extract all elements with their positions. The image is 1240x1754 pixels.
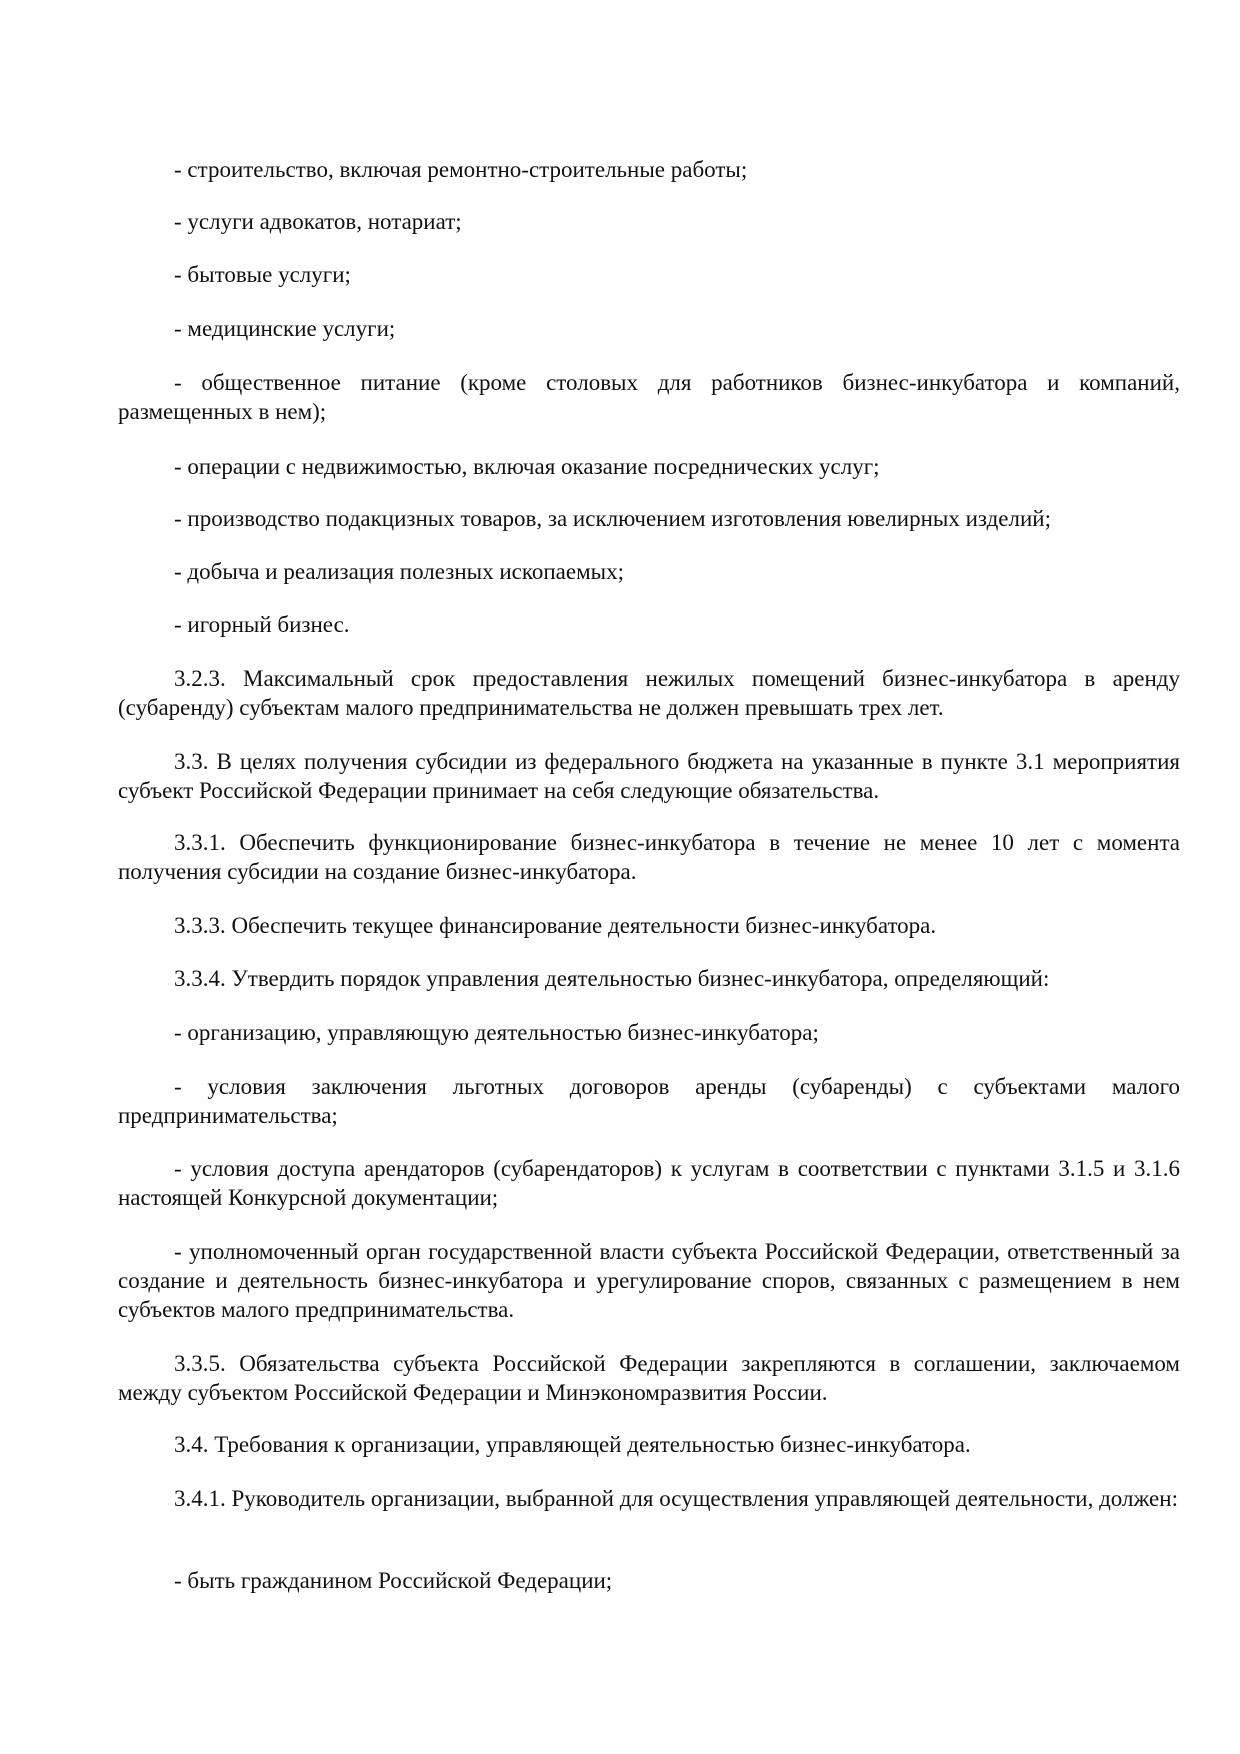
list-item: - общественное питание (кроме столовых для работников бизнес-инкубатора и компаний, размещенных в нем);: [118, 370, 1180, 424]
paragraph-3-3-4: 3.3.4. Утвердить порядок управления деятельностью бизнес-инкубатора, определяющий:: [174, 966, 1050, 991]
list-item: - добыча и реализация полезных ископаемых;: [174, 559, 624, 584]
paragraph-3-3-3: 3.3.3. Обеспечить текущее финансирование деятельности бизнес-инкубатора.: [174, 913, 937, 938]
list-item: - уполномоченный орган государственной власти субъекта Российской Федерации, ответственный за создание и деятельность бизнес-инкубатора и урегулирование споров, связанных с размещением в нем субъектов малого предпринимательства.: [118, 1239, 1180, 1322]
list-item: - бытовые услуги;: [174, 262, 351, 287]
list-item: - игорный бизнес.: [174, 612, 350, 637]
list-item: - операции с недвижимостью, включая оказание посреднических услуг;: [174, 454, 880, 479]
list-item: - медицинские услуги;: [174, 316, 396, 341]
paragraph-3-3: 3.3. В целях получения субсидии из федерального бюджета на указанные в пункте 3.1 мероприятия субъект Российской Федерации принимает на себя следующие обязательства.: [118, 749, 1180, 803]
paragraph-3-4: 3.4. Требования к организации, управляющей деятельностью бизнес-инкубатора.: [174, 1432, 971, 1457]
paragraph-3-2-3: 3.2.3. Максимальный срок предоставления нежилых помещений бизнес-инкубатора в аренду (субаренду) субъектам малого предпринимательства не должен превышать трех лет.: [118, 666, 1180, 720]
list-item: - организацию, управляющую деятельностью бизнес-инкубатора;: [174, 1020, 819, 1045]
paragraph-3-3-5: 3.3.5. Обязательства субъекта Российской Федерации закрепляются в соглашении, заключаемом между субъектом Российской Федерации и Минэкономразвития России.: [118, 1351, 1180, 1405]
paragraph-3-3-1: 3.3.1. Обеспечить функционирование бизнес-инкубатора в течение не менее 10 лет с момента получения субсидии на создание бизнес-инкубатора.: [118, 830, 1180, 884]
list-item: - строительство, включая ремонтно-строительные работы;: [174, 157, 748, 182]
list-item: - услуги адвокатов, нотариат;: [174, 209, 462, 234]
list-item: - условия заключения льготных договоров аренды (субаренды) с субъектами малого предпринимательства;: [118, 1074, 1180, 1128]
list-item: - быть гражданином Российской Федерации;: [174, 1568, 613, 1593]
list-item: - условия доступа арендаторов (субарендаторов) к услугам в соответствии с пунктами 3.1.5 и 3.1.6 настоящей Конкурсной документации;: [118, 1156, 1180, 1210]
list-item: - производство подакцизных товаров, за исключением изготовления ювелирных изделий;: [174, 506, 1051, 531]
paragraph-3-4-1: 3.4.1. Руководитель организации, выбранной для осуществления управляющей деятельности, должен:: [174, 1486, 1178, 1511]
